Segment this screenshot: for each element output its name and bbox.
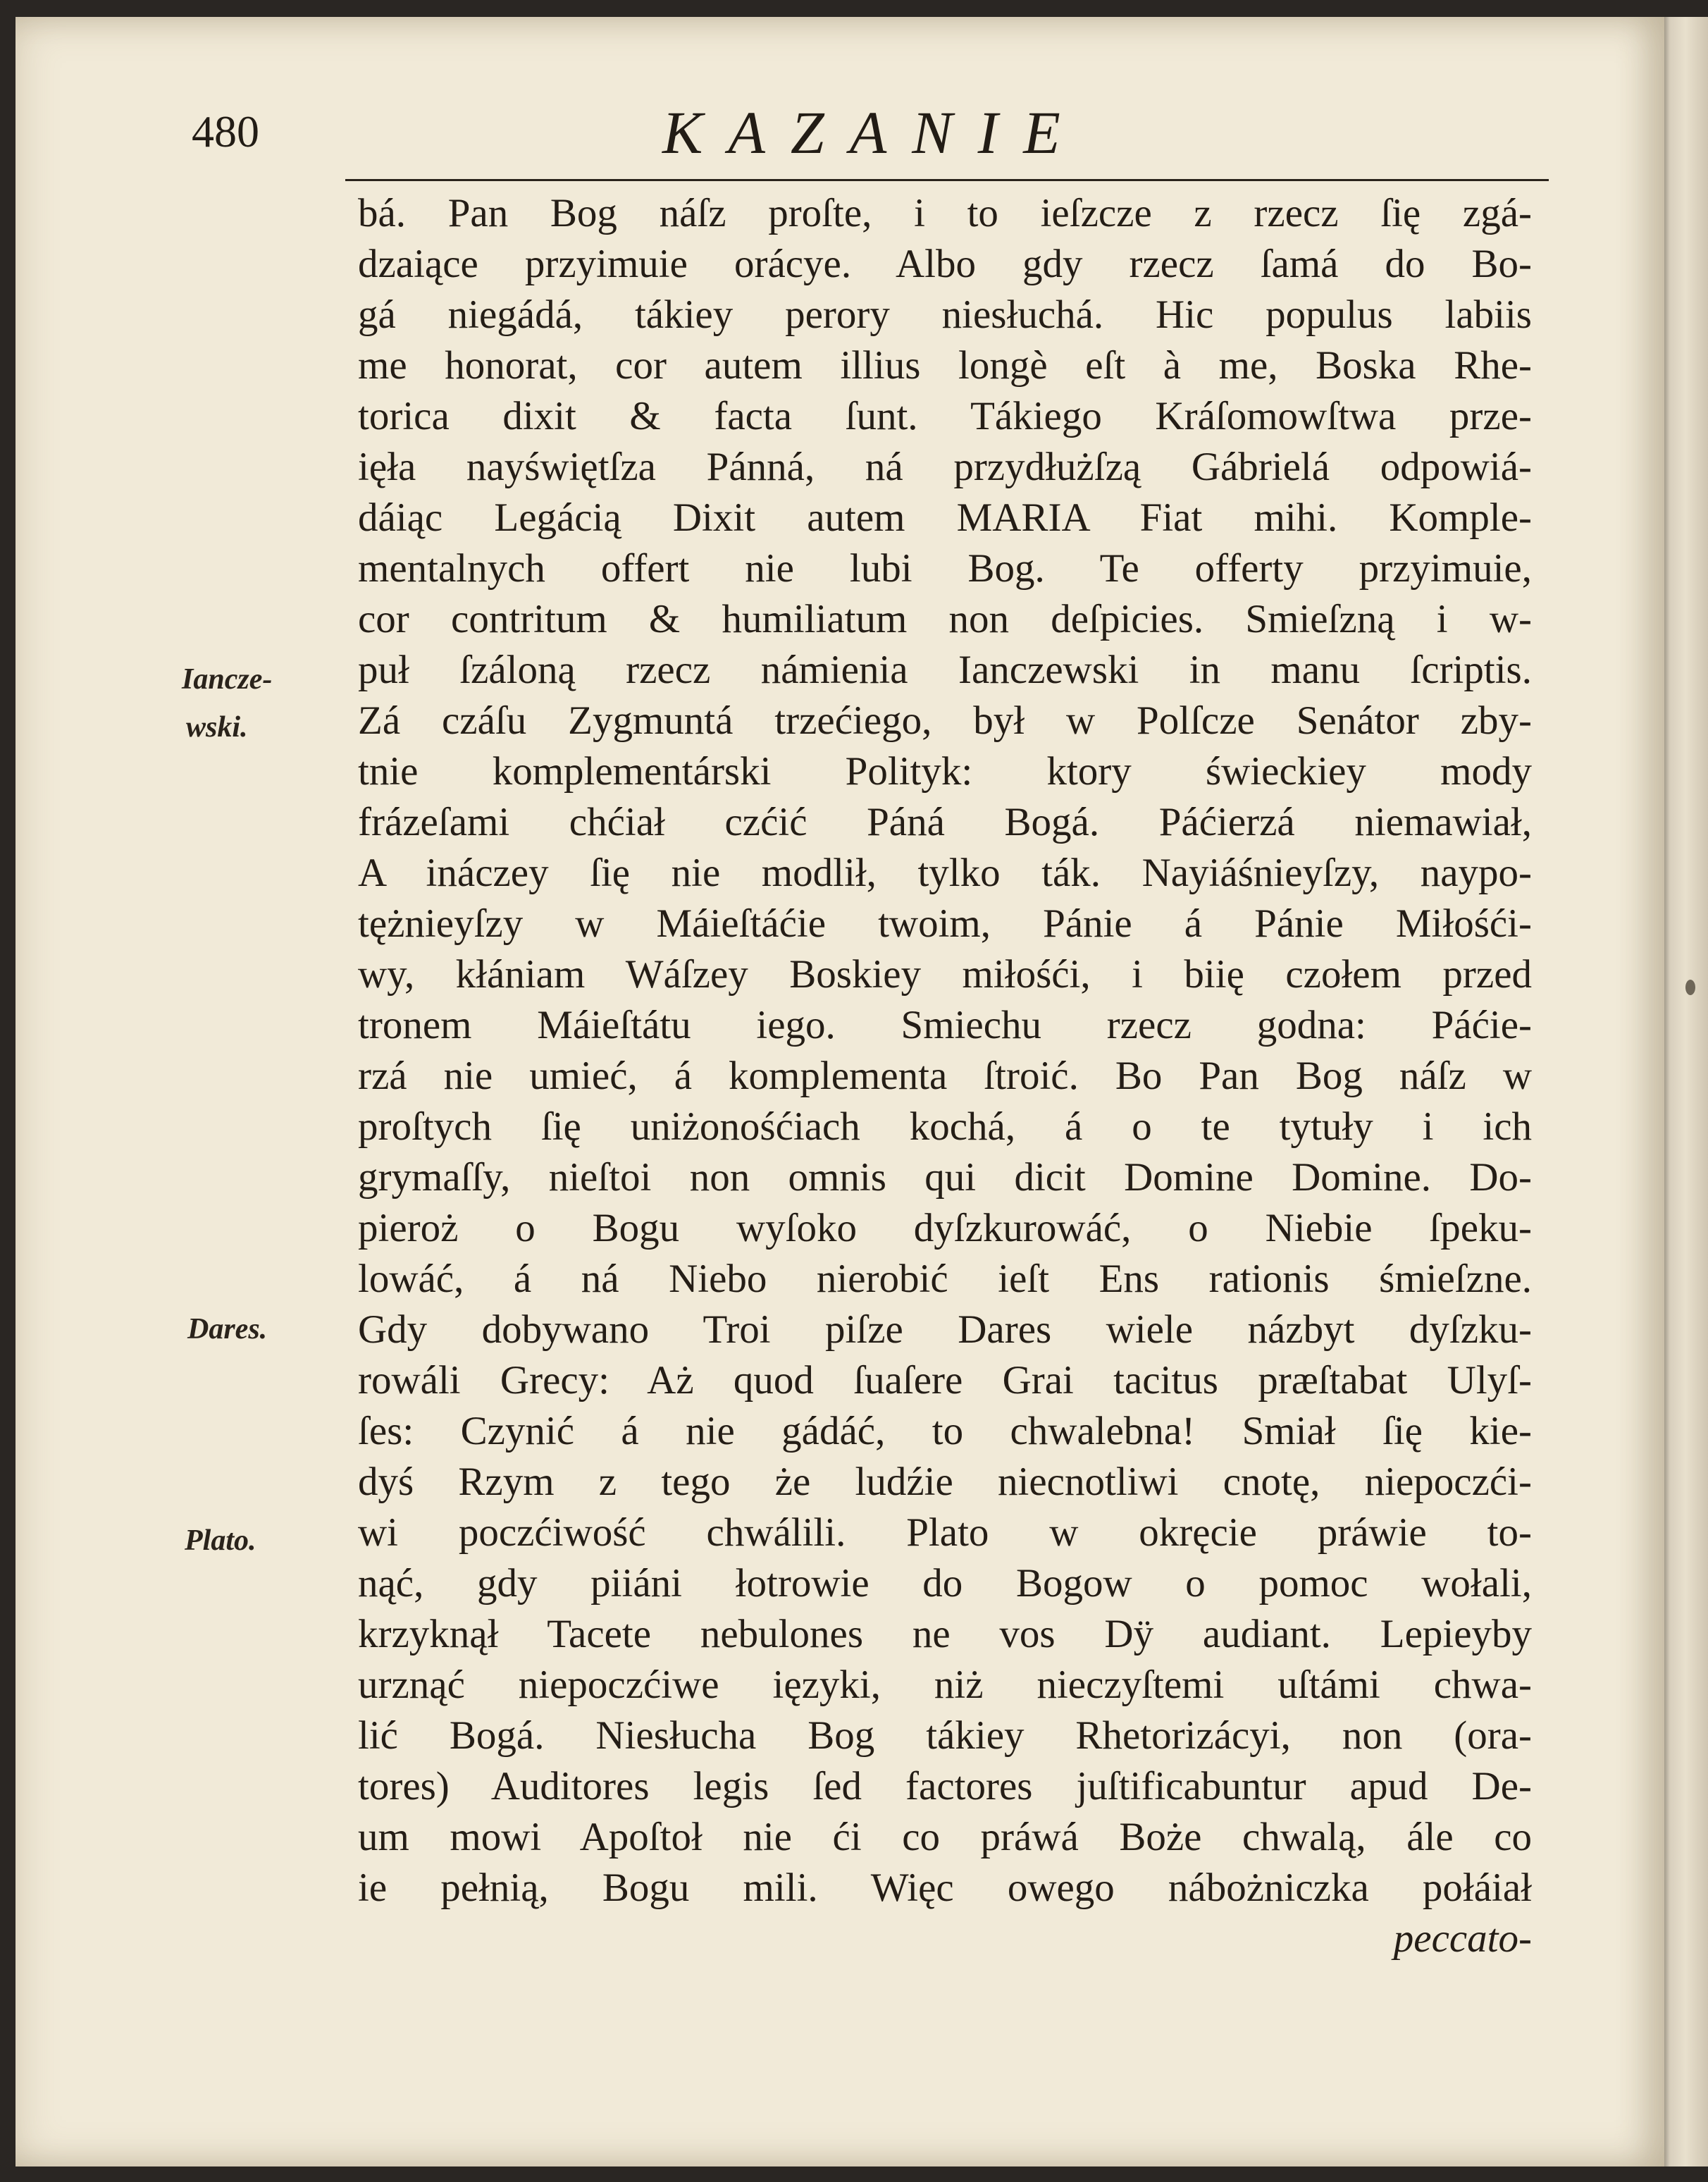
- text-line: ie pełnią, Bogu mili. Więc owego nábożniczka połáiał: [358, 1866, 1532, 1910]
- text-line: torica dixit & facta ſunt. Tákiego Kráſomowſtwa prze-: [358, 394, 1532, 438]
- page-number: 480: [192, 106, 259, 156]
- text-line: dáiąc Legácią Dixit autem MARIA Fiat mihi. Komple-: [358, 495, 1532, 540]
- text-line: rowáli Grecy: Aż quod ſuaſere Grai tacitus præſtabat Ulyſ-: [358, 1358, 1532, 1403]
- header-rule: [345, 179, 1549, 181]
- text-line: pieroż o Bogu wyſoko dyſzkurowáć, o Niebie ſpeku-: [358, 1206, 1532, 1250]
- text-line: lić Bogá. Niesłucha Bog tákiey Rhetorizácyi, non (ora-: [358, 1713, 1532, 1758]
- text-line: krzyknął Tacete nebulones ne vos Dÿ audiant. Lepieyby: [358, 1612, 1532, 1656]
- text-line: wi poczćiwość chwálili. Plato w okręcie práwie to-: [358, 1510, 1532, 1555]
- text-line: tronem Máieſtátu iego. Smiechu rzecz godna: Páćie-: [358, 1003, 1532, 1047]
- text-line: me honorat, cor autem illius longè eſt à me, Boska Rhe-: [358, 343, 1532, 388]
- text-line: tnie komplementárski Polityk: ktory świeckiey mody: [358, 749, 1532, 794]
- text-line: lowáć, á ná Niebo nierobić ieſt Ens rationis śmieſzne.: [358, 1257, 1532, 1301]
- text-line: frázeſami chćiał czćić Páná Bogá. Páćierzá niemawiał,: [358, 800, 1532, 844]
- text-line: ięła nayświętſza Pánná, ná przydłużſzą Gábrielá odpowiá-: [358, 445, 1532, 489]
- text-line: Zá czáſu Zygmuntá trzećiego, był w Polſcze Senátor zby-: [358, 698, 1532, 743]
- margin-note-plato: Plato.: [185, 1524, 256, 1557]
- running-title: KAZANIE: [662, 99, 1086, 166]
- text-line: Gdy dobywano Troi piſze Dares wiele názbyt dyſzku-: [358, 1307, 1532, 1352]
- text-line: dyś Rzym z tego że ludźie niecnotliwi cnotę, niepoczći-: [358, 1460, 1532, 1504]
- margin-note-ianczewski: Iancze-: [182, 663, 273, 696]
- text-line: ſes: Czynić á nie gádáć, to chwalebna! Smiał ſię kie-: [358, 1409, 1532, 1453]
- text-line: puł ſzáloną rzecz námienia Ianczewski in manu ſcriptis.: [358, 648, 1532, 692]
- text-line: bá. Pan Bog náſz proſte, i to ieſzcze z rzecz ſię zgá-: [358, 191, 1532, 235]
- text-line: nąć, gdy piiáni łotrowie do Bogow o pomoc wołali,: [358, 1561, 1532, 1605]
- page-header: [0, 0, 1649, 169]
- text-line: gá niegádá, tákiey perory niesłuchá. Hic populus labiis: [358, 292, 1532, 337]
- margin-note-dares: Dares.: [187, 1313, 268, 1345]
- text-line: dzaiące przyimuie orácye. Albo gdy rzecz ſamá do Bo-: [358, 242, 1532, 286]
- text-line: proſtych ſię uniżonośćiach kochá, á o te tytuły i ich: [358, 1104, 1532, 1149]
- edge-mark: [1685, 980, 1695, 995]
- margin-note-ianczewski-cont: wski.: [186, 711, 248, 744]
- text-line: A ináczey ſię nie modlił, tylko ták. Nayiáśnieyſzy, naypo-: [358, 851, 1532, 895]
- text-line: grymaſſy, nieſtoi non omnis qui dicit Domine Domine. Do-: [358, 1155, 1532, 1200]
- text-line: um mowi Apoſtoł nie ći co práwá Boże chwalą, ále co: [358, 1815, 1532, 1859]
- text-line: rzá nie umieć, á komplementa ſtroić. Bo Pan Bog náſz w: [358, 1054, 1532, 1098]
- text-line: wy, kłániam Wáſzey Boskiey miłośći, i biię czołem przed: [358, 952, 1532, 997]
- catchword: peccato-: [1393, 1916, 1532, 1961]
- facing-page-edge: [1664, 17, 1708, 2166]
- text-line: cor contritum & humiliatum non deſpicies. Smieſzną i w-: [358, 597, 1532, 641]
- text-line: tores) Auditores legis ſed factores juſtificabuntur apud De-: [358, 1764, 1532, 1808]
- text-line: urznąć niepoczćiwe ięzyki, niż nieczyſtemi uſtámi chwa-: [358, 1663, 1532, 1707]
- text-line: tężnieyſzy w Máieſtáćie twoim, Pánie á Pánie Miłośći-: [358, 901, 1532, 946]
- text-line: mentalnych offert nie lubi Bog. Te offerty przyimuie,: [358, 546, 1532, 591]
